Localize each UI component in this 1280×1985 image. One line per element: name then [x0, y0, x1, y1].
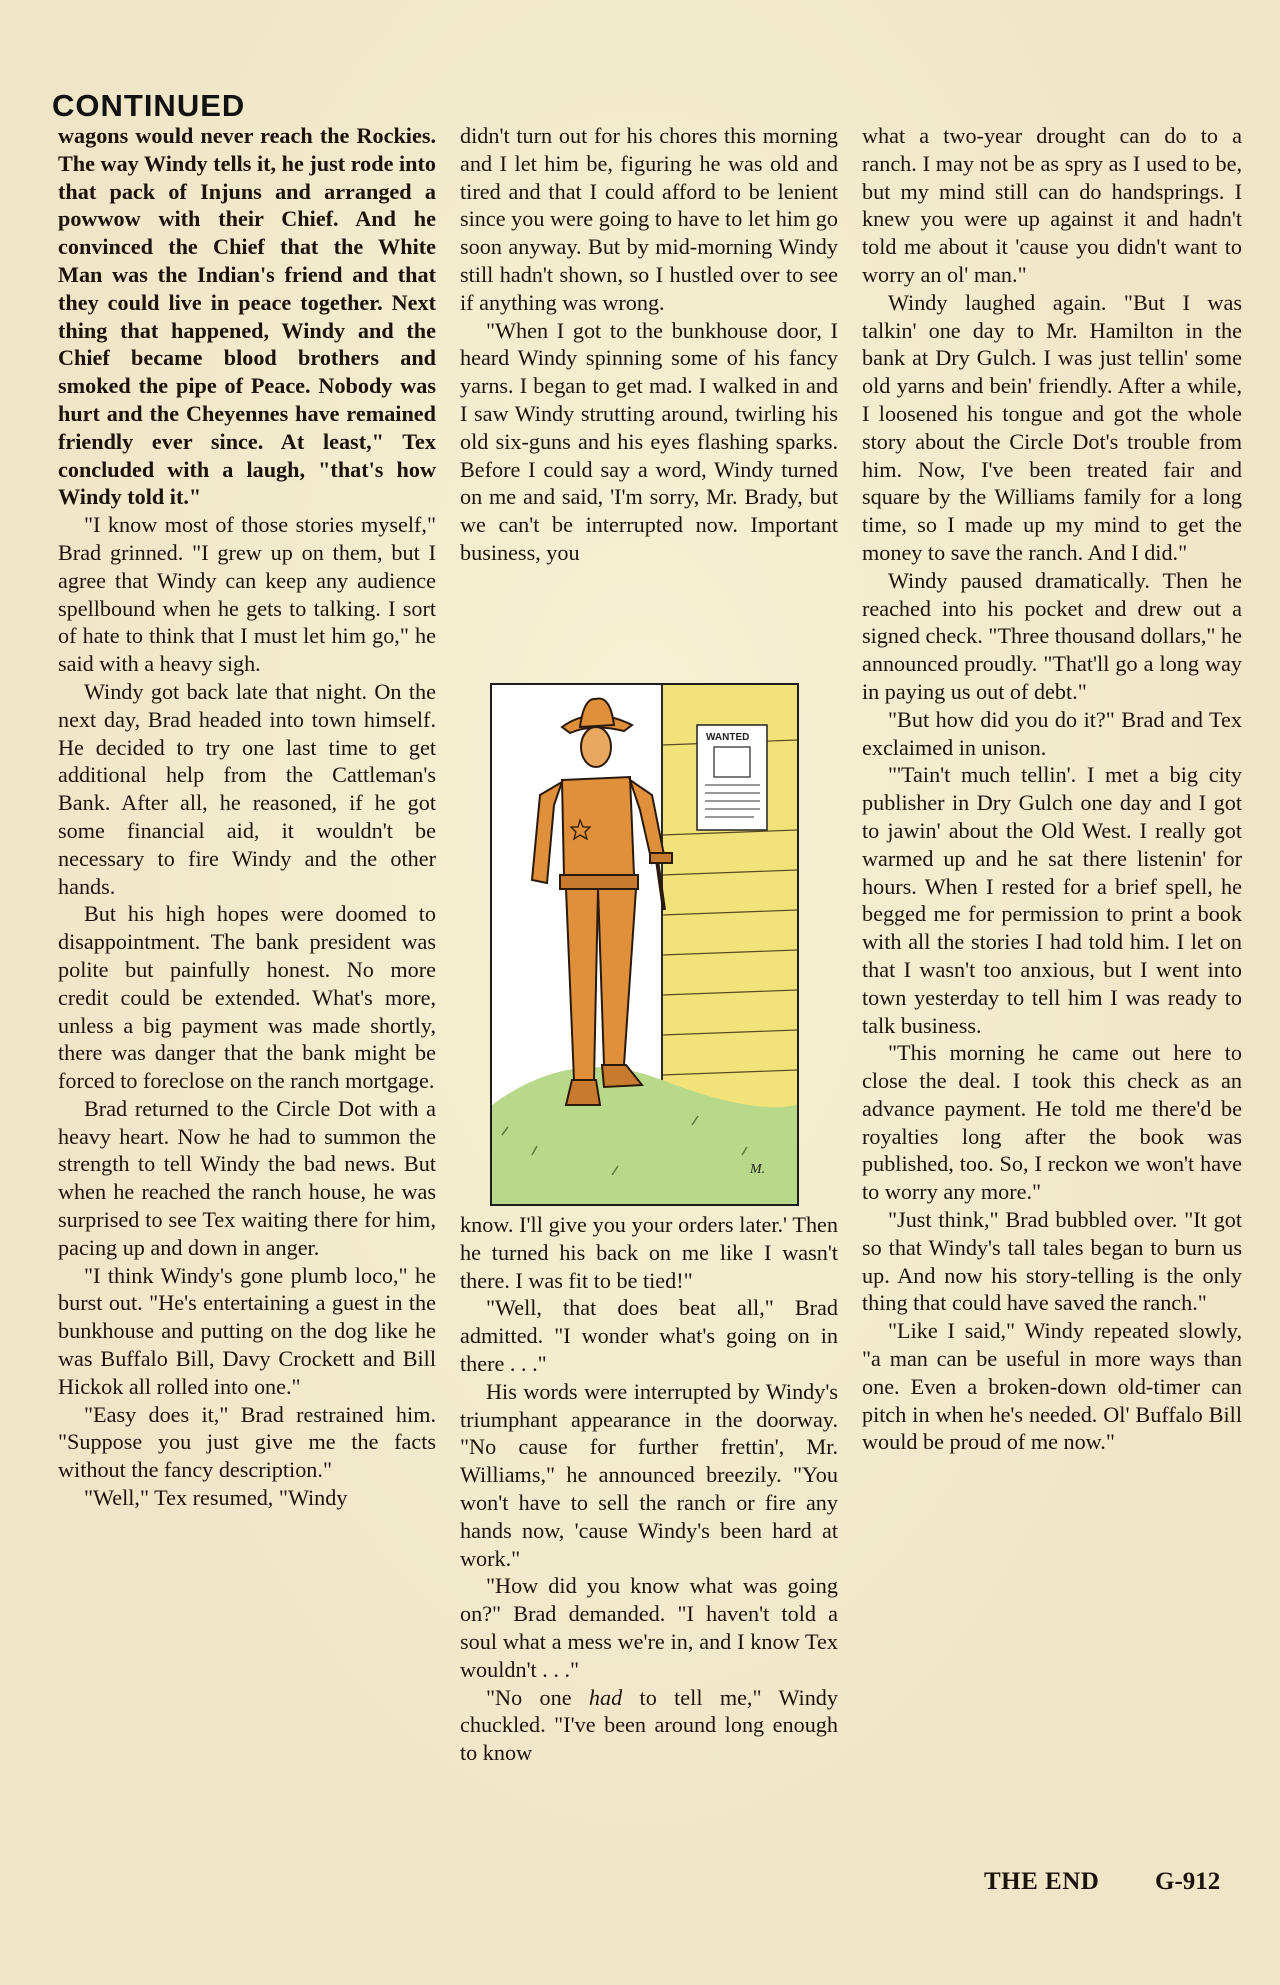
col2-paragraph: "How did you know what was going on?" Brad demanded. "I haven't told a soul what a mess we're in, and I know Tex wouldn't . . ." [460, 1573, 838, 1682]
col2-paragraph-last [460, 1684, 838, 1767]
column-2-top [460, 122, 838, 567]
col2-paragraph: "Well, that does beat all," Brad admitted. "I wonder what's going on in there . . ." [460, 1295, 838, 1376]
col1-paragraph: "Easy does it," Brad restrained him. "Suppose you just give me the facts without the fancy description." [58, 1401, 436, 1483]
col2-last-after: to tell me," Windy chuckled. "I've been around long enough to know [460, 1684, 838, 1766]
column-3 [862, 122, 1242, 1456]
cowboy-illustration [490, 683, 799, 1206]
col2-last-before: "No one [486, 1684, 589, 1710]
col2-paragraph: know. I'll give you your orders later.' Then he turned his back on me like I wasn't there. I was fit to be tied!" [460, 1212, 838, 1293]
cowboy-figure [532, 699, 672, 1105]
col3-paragraph: Windy paused dramatically. Then he reached into his pocket and drew out a signed check. "Three thousand dollars," he announced proudly. "That'll go a long way in paying us out of debt." [862, 567, 1242, 704]
col1-paragraph: Windy got back late that night. On the next day, Brad headed into town himself. He decided to try one last time to get additional help from the Cattleman's Bank. After all, he reasoned, if he got some financial aid, it wouldn't be necessary to fire Windy and the other hands. [58, 678, 436, 899]
col2-paragraph: "When I got to the bunkhouse door, I heard Windy spinning some of his fancy yarns. I began to get mad. I walked in and I saw Windy strutting around, twirling his old six-guns and his eyes flashing sparks. Before I could say a word, Windy turned on me and said, 'I'm sorry, Mr. Brady, but we can't be interrupted now. Important business, you [460, 317, 838, 565]
col3-paragraph: "But how did you do it?" Brad and Tex exclaimed in unison. [862, 706, 1242, 760]
column-1 [58, 122, 436, 1512]
col1-paragraph: "I think Windy's gone plumb loco," he burst out. "He's entertaining a guest in the bunkhouse and putting on the dog like he was Buffalo Bill, Davy Crockett and Bill Hickok all rolled into one." [58, 1262, 436, 1399]
the-end-label: THE END [984, 1868, 1100, 1895]
col2-paragraph: didn't turn out for his chores this morning and I let him be, figuring he was old and tired and that I could afford to be lenient since you were going to have to let him go soon anyway. But by mid-morning Windy still hadn't shown, so I hustled over to see if anything was wrong. [460, 123, 838, 315]
col1-paragraph: wagons would never reach the Rockies. The way Windy tells it, he just rode into that pack of Injuns and arranged a powwow with their Chief. And he convinced the Chief that the White Man was the Indian's friend and that they could live in peace together. Next thing that happened, Windy and the Chief became blood brothers and smoked the pipe of Peace. Nobody was hurt and the Cheyennes have remained friendly ever since. At least," Tex concluded with a laugh, "that's how Windy told it." [58, 123, 436, 510]
column-2-bottom [460, 1211, 838, 1767]
col1-paragraph: Brad returned to the Circle Dot with a heavy heart. Now he had to summon the strength to tell Windy the bad news. But when he reached the ranch house, he was surprised to see Tex waiting there for him, pacing up and down in anger. [58, 1095, 436, 1260]
page-code: G-912 [1155, 1868, 1221, 1895]
col3-paragraph: Windy laughed again. "But I was talkin' one day to Mr. Hamilton in the bank at Dry Gulch. I was just tellin' some old yarns and bein' friendly. After a while, I loosened his tongue and got the whole story about the Circle Dot's trouble from him. Now, I've been treated fair and square by the Williams family for a long time, so I made up my mind to get the money to save the ranch. And I did." [862, 289, 1242, 565]
col3-paragraph: "This morning he came out here to close the deal. I took this check as an advance payment. He told me there'd be royalties long after the book was published, too. So, I reckon we won't have to worry any more." [862, 1040, 1242, 1205]
col3-paragraph: "Just think," Brad bubbled over. "It got so that Windy's tall tales began to burn us up. And now his story-telling is the only thing that could have saved the ranch." [862, 1207, 1242, 1316]
col3-paragraph: what a two-year drought can do to a ranch. I may not be as spry as I used to be, but my mind still can do handsprings. I knew you were up against it and hadn't told me about it 'cause you didn't want to worry an ol' man." [862, 123, 1242, 287]
col1-paragraph: "I know most of those stories myself," Brad grinned. "I grew up on them, but I agree that Windy can keep any audience spellbound when he gets to talking. I sort of hate to think that I must let him go," he said with a heavy sigh. [58, 512, 436, 677]
continued-heading: CONTINUED [52, 88, 246, 123]
col3-paragraph: "'Tain't much tellin'. I met a big city publisher in Dry Gulch one day and I got to jawin' about the Old West. I really got warmed up and he sat there listenin' for hours. When I rested for a brief spell, he begged me for permission to print a book with all the stories I had told him. I let on that I wasn't too anxious, but I went into town yesterday to tell him I was ready to talk business. [862, 762, 1242, 1038]
cowboy-drawing [492, 685, 797, 1204]
col2-paragraph: His words were interrupted by Windy's triumphant appearance in the doorway. "No cause for further frettin', Mr. Williams," he announced breezily. "You won't have to sell the ranch or fire any hands now, 'cause Windy's been hard at work." [460, 1378, 838, 1571]
artist-signature: M. [750, 1162, 766, 1177]
col1-paragraph: "Well," Tex resumed, "Windy [84, 1485, 348, 1511]
poster-text: WANTED [706, 732, 750, 743]
col2-last-emphasis: had [588, 1684, 623, 1710]
col3-paragraph: "Like I said," Windy repeated slowly, "a man can be useful in more ways than one. Even a broken-down old-timer can pitch in when he's needed. Ol' Buffalo Bill would be proud of me now." [862, 1318, 1242, 1455]
col1-paragraph: But his high hopes were doomed to disappointment. The bank president was polite but painfully honest. No more credit could be extended. What's more, unless a big payment was made shortly, there was danger that the bank might be forced to foreclose on the ranch mortgage. [58, 901, 436, 1094]
